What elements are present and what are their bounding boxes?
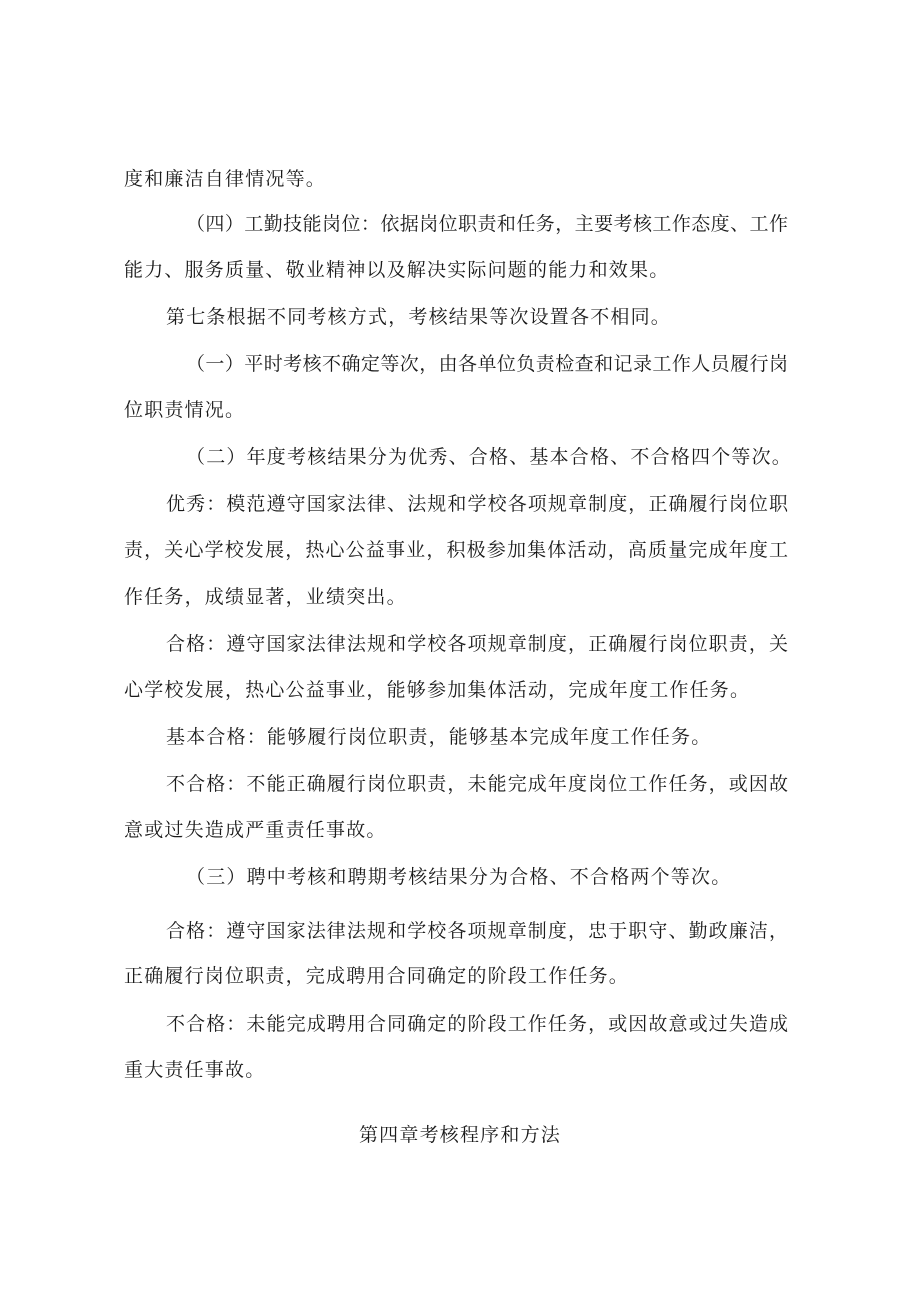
- text-line: 基本合格：能够履行岗位职责，能够基本完成年度工作任务。: [166, 726, 712, 748]
- text-line: （三）聘中考核和聘期考核结果分为合格、不合格两个等次。: [186, 866, 732, 888]
- text-line: 位职责情况。: [124, 399, 246, 421]
- text-line: （一）平时考核不确定等次，由各单位负责检查和记录工作人员履行岗: [186, 353, 788, 375]
- text-line: （二）年度考核结果分为优秀、合格、基本合格、不合格四个等次。: [186, 446, 793, 468]
- text-line: 正确履行岗位职责，完成聘用合同确定的阶段工作任务。: [124, 965, 630, 987]
- text-line: 不合格：未能完成聘用合同确定的阶段工作任务，或因故意或过失造成: [166, 1013, 788, 1035]
- text-line: 重大责任事故。: [124, 1059, 266, 1081]
- text-line: （四）工勤技能岗位：依据岗位职责和任务，主要考核工作态度、工作: [186, 213, 788, 235]
- text-line: 责，关心学校发展，热心公益事业，积极参加集体活动，高质量完成年度工: [124, 539, 788, 561]
- text-line: 能力、服务质量、敬业精神以及解决实际问题的能力和效果。: [124, 259, 670, 281]
- text-line: 合格：遵守国家法律法规和学校各项规章制度，忠于职守、勤政廉洁，: [166, 920, 788, 942]
- text-line: 优秀：模范遵守国家法律、法规和学校各项规章制度，正确履行岗位职: [166, 493, 788, 515]
- text-line: 第七条根据不同考核方式，考核结果等次设置各不相同。: [166, 306, 672, 328]
- text-line: 心学校发展，热心公益事业，能够参加集体活动，完成年度工作任务。: [124, 679, 751, 701]
- text-line: 合格：遵守国家法律法规和学校各项规章制度，正确履行岗位职责，关: [166, 633, 788, 655]
- text-line: 意或过失造成严重责任事故。: [124, 819, 387, 841]
- text-line: 不合格：不能正确履行岗位职责，未能完成年度岗位工作任务，或因故: [166, 773, 788, 795]
- chapter-heading: 第四章考核程序和方法: [358, 1124, 561, 1146]
- text-line: 作任务，成绩显著，业绩突出。: [124, 586, 407, 608]
- text-line: 度和廉洁自律情况等。: [124, 168, 327, 190]
